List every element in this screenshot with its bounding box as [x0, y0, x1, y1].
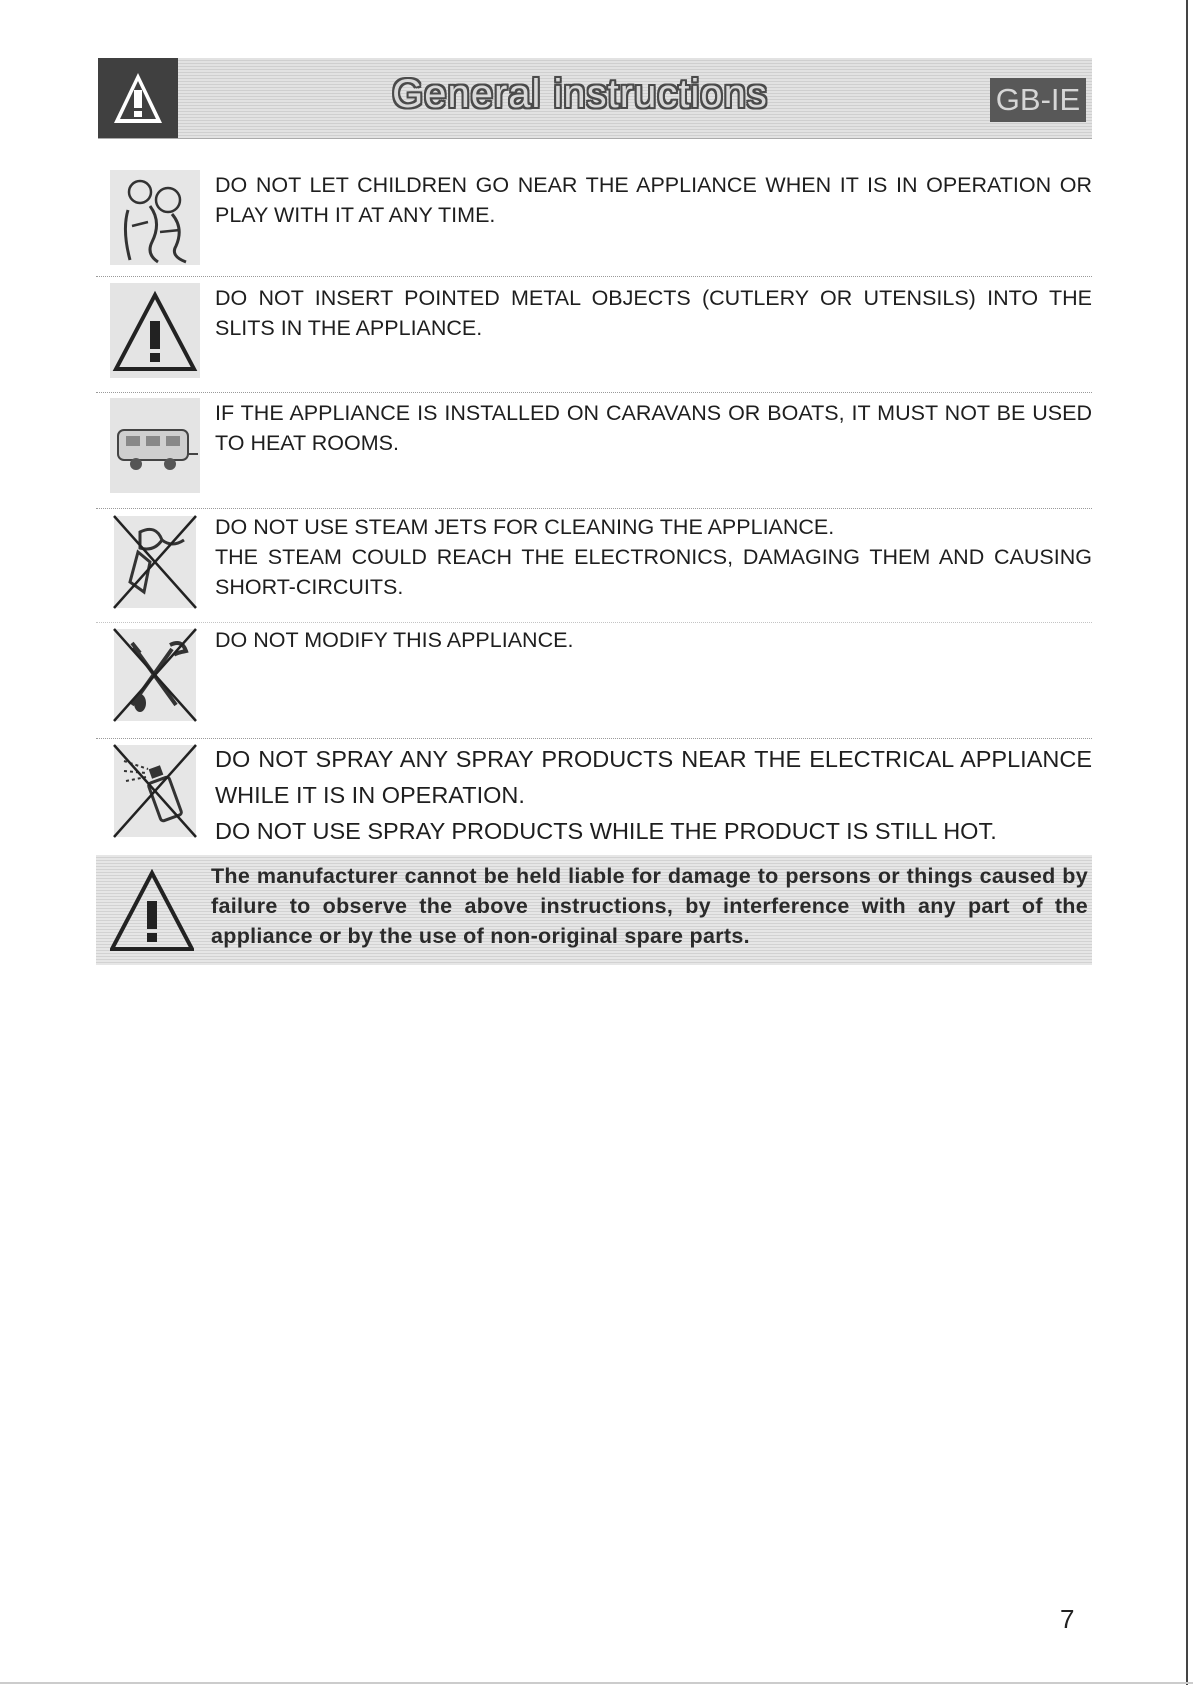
page-number: 7: [1060, 1604, 1075, 1634]
no-spray-icon: [110, 741, 200, 841]
caravan-icon: [110, 398, 200, 498]
instruction-text: DO NOT MODIFY THIS APPLIANCE.: [215, 628, 574, 652]
instruction-line: THE STEAM COULD REACH THE ELECTRONICS, DAMAGING THEM AND CAUSING SHORT-CIRCUITS.: [215, 545, 1092, 599]
warning-triangle-icon: [110, 283, 200, 383]
instruction-text: [215, 741, 1092, 849]
no-steam-cleaner-icon: [110, 512, 200, 612]
row-divider: [96, 508, 1092, 509]
instruction-text: IF THE APPLIANCE IS INSTALLED ON CARAVANS OR BOATS, IT MUST NOT BE USED TO HEAT ROOMS.: [215, 401, 1092, 455]
notice-text: The manufacturer cannot be held liable for damage to persons or things caused by failure to observe the above instructions, by interference with any part of the appliance or by the use of non-original spare parts.: [211, 864, 1088, 948]
row-divider: [96, 276, 1092, 277]
instruction-text: DO NOT INSERT POINTED METAL OBJECTS (CUTLERY OR UTENSILS) INTO THE SLITS IN THE APPLIANCE.: [215, 286, 1092, 340]
liability-notice: [96, 855, 1092, 965]
row-divider: [96, 738, 1092, 739]
no-tools-icon: [110, 625, 200, 725]
row-divider: [96, 392, 1092, 393]
language-badge-label: GB-IE: [995, 82, 1081, 117]
instruction-line: DO NOT SPRAY ANY SPRAY PRODUCTS NEAR THE ELECTRICAL APPLIANCE WHILE IT IS IN OPERATION.: [215, 746, 1092, 808]
language-badge: [990, 78, 1086, 122]
row-divider: [96, 622, 1092, 623]
page-edge: [1186, 0, 1188, 1685]
children-icon: [110, 170, 200, 270]
page-title: General instructions: [392, 72, 768, 116]
instruction-text: DO NOT LET CHILDREN GO NEAR THE APPLIANCE WHEN IT IS IN OPERATION OR PLAY WITH IT AT ANY TIME.: [215, 173, 1092, 227]
instruction-text: [215, 512, 1092, 602]
instruction-line: DO NOT USE SPRAY PRODUCTS WHILE THE PRODUCT IS STILL HOT.: [215, 818, 997, 844]
section-header: [98, 58, 1092, 139]
warning-triangle-icon: [110, 869, 194, 958]
page-bottom-edge: [0, 1682, 1193, 1684]
warning-triangle-icon: [98, 58, 178, 138]
instruction-line: DO NOT USE STEAM JETS FOR CLEANING THE APPLIANCE.: [215, 515, 835, 539]
